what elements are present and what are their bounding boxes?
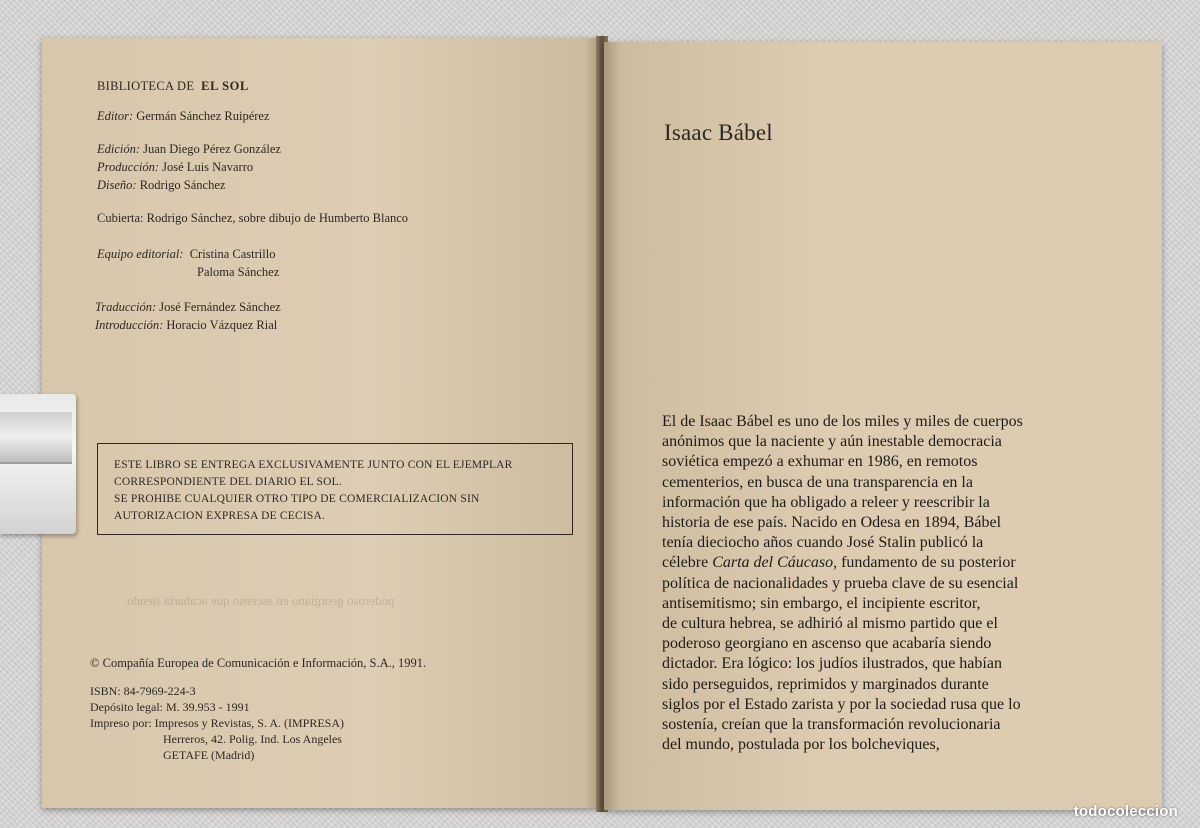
diseno-line: Diseño: Rodrigo Sánchez [97,178,226,192]
cubierta-line: Cubierta: Rodrigo Sánchez, sobre dibujo de Humberto Blanco [97,211,409,225]
body-line: información que ha obligado a releer y reescribir la [662,493,990,511]
notice-line: SE PROHIBE CUALQUIER OTRO TIPO DE COMERCIALIZACION SIN [114,493,480,505]
body-paragraph [662,412,1132,755]
body-line: historia de ese país. Nacido en Odesa en 1894, Bábel [662,514,1002,532]
left-page [42,38,602,808]
watermark-logo: todocoleccion [1073,803,1178,820]
equipo-line-2: Paloma Sánchez [197,265,280,279]
isbn-line: ISBN: 84-7969-224-3 [90,684,196,698]
produccion-line: Producción: José Luis Navarro [97,160,254,174]
traduccion-line: Traducción: José Fernández Sánchez [95,300,281,314]
body-line: política de nacionalidades y prueba clave de su esencial [662,574,1019,592]
editor-line: Editor: Germán Sánchez Ruipérez [97,109,270,123]
equipo-line: Equipo editorial: Cristina Castrillo [97,247,276,261]
introduccion-line: Introducción: Horacio Vázquez Rial [95,318,278,332]
impreso-line: Impreso por: Impresos y Revistas, S. A. (IMPRESA) [90,716,344,730]
notice-line: CORRESPONDIENTE DEL DIARIO EL SOL. [114,476,342,488]
body-line: tenía dieciocho años cuando José Stalin publicó la [662,534,984,552]
plastic-clip-bar [0,412,72,464]
body-line: poderoso georgiano en ascenso que acabaría siendo [662,635,992,653]
body-line: anónimos que la naciente y aún inestable democracia [662,433,1002,451]
distribution-notice [97,443,573,535]
notice-line: ESTE LIBRO SE ENTREGA EXCLUSIVAMENTE JUNTO CON EL EJEMPLAR [114,459,513,471]
page-title: Isaac Bábel [664,120,773,145]
impreso-line-2: Herreros, 42. Polig. Ind. Los Angeles [163,732,342,746]
body-line: dictador. Era lógico: los judíos ilustrados, que habían [662,655,1002,673]
body-line: sido perseguidos, reprimidos y marginados durante [662,675,989,693]
body-line: El de Isaac Bábel es uno de los miles y miles de cuerpos [662,413,1023,430]
edicion-line: Edición: Juan Diego Pérez González [97,142,281,156]
body-line: célebre Carta del Cáucaso, fundamento de su posterior [662,554,1016,572]
notice-line: AUTORIZACION EXPRESA DE CECISA. [114,510,326,522]
copyright-line: © Compañía Europea de Comunicación e Información, S.A., 1991. [90,656,427,670]
impreso-line-3: GETAFE (Madrid) [163,748,255,762]
body-line: siglos por el Estado zarista y por la sociedad rusa que lo [662,695,1021,713]
show-through-text: poderoso georgiano en ascenso que acabaría siendo [127,593,395,608]
right-page [604,42,1162,810]
body-line: de cultura hebrea, se adhirió al mismo partido que el [662,615,998,633]
body-line: antisemitismo; sin embargo, el incipiente escritor, [662,594,981,612]
deposito-line: Depósito legal: M. 39.953 - 1991 [90,700,250,714]
body-line: sostenía, creían que la transformación revolucionaria [662,716,1001,734]
series-title: BIBLIOTECA DE EL SOL [97,79,249,93]
body-line: del mundo, postulada por los bolcheviques, [662,736,940,754]
italic-work-title: Carta del Cáucaso [712,554,834,572]
body-line: cementerios, en busca de una transparencia en la [662,473,973,491]
body-line: soviética empezó a exhumar en 1986, en remotos [662,453,978,471]
